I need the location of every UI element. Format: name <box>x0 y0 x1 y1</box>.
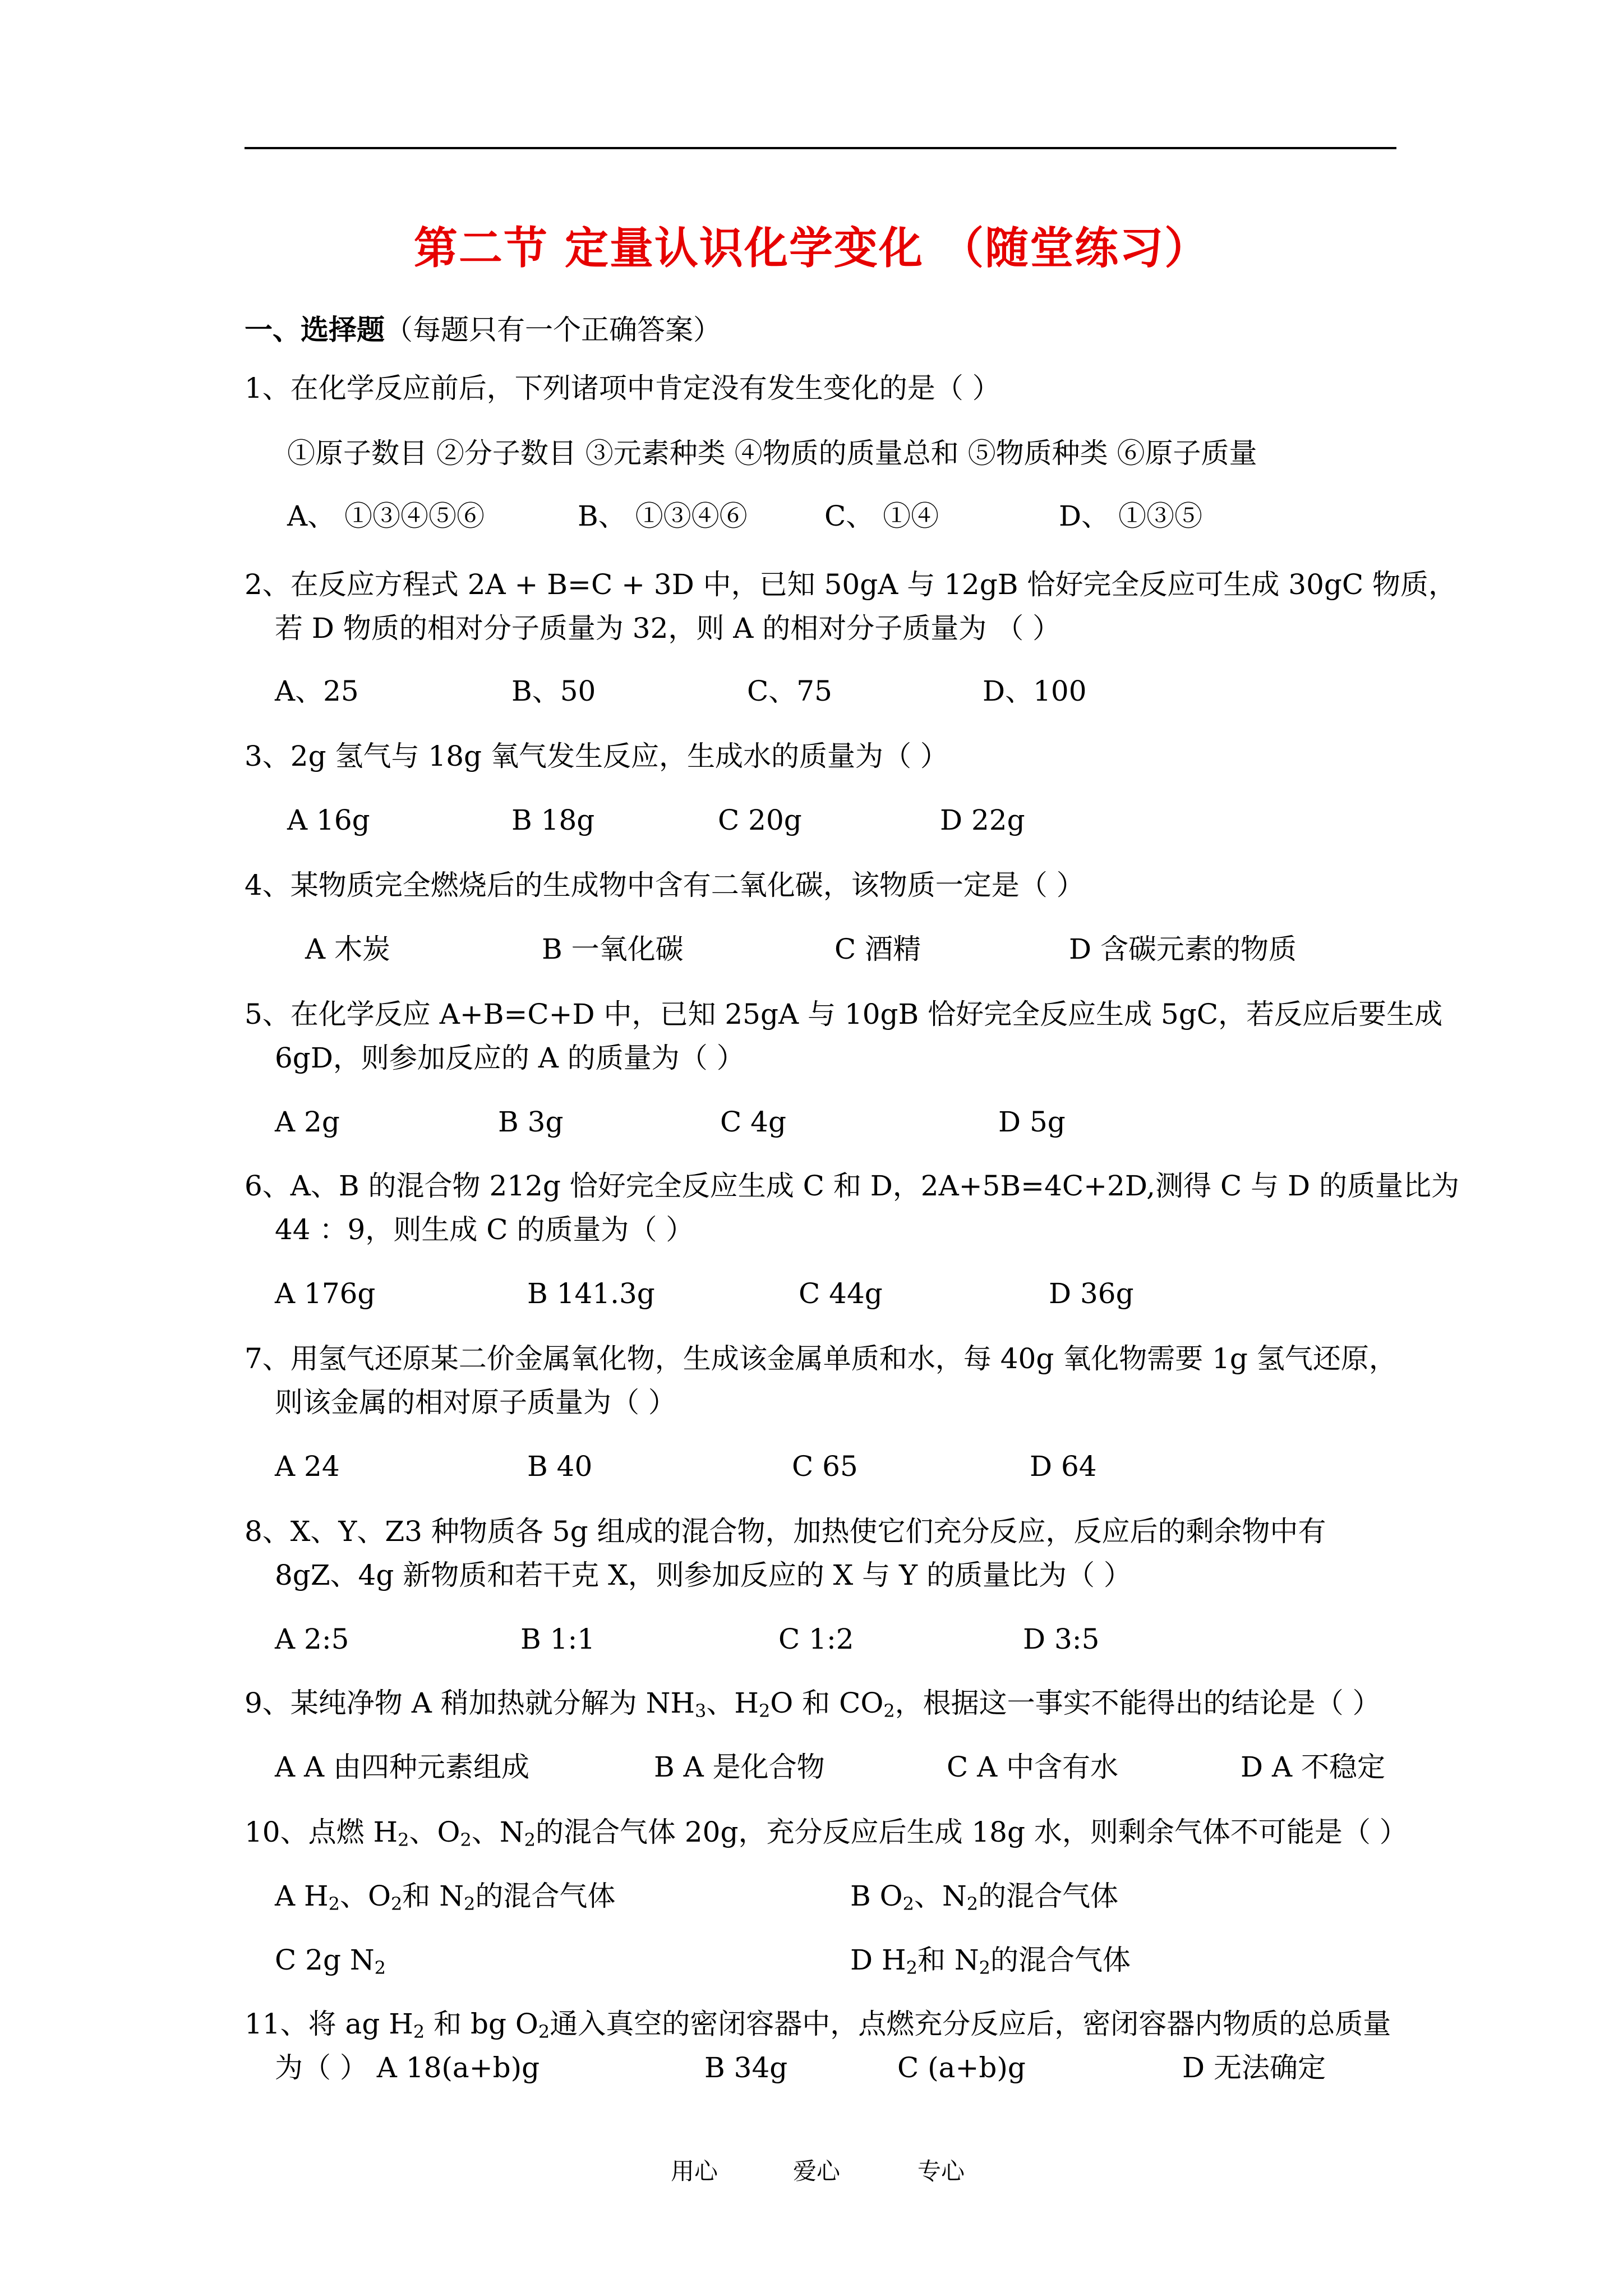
question-6-stem: 6、A、B 的混合物 212g 恰好完全反应生成 C 和 D，2A+5B=4C+2D,测得 C 与 D 的质量比为 <box>245 1170 1459 1202</box>
question-3-option-b: B 18g <box>511 804 595 836</box>
question-9-stem: 9、某纯净物 A 稍加热就分解为 $NH_3$、$H_2O$ 和 $CO_2$，根据这一事实不能得出的结论是（ ） <box>245 1687 1381 1722</box>
question-11-stem: 11、将 ag $H_2$ 和 bg $O_2$通入真空的密闭容器中，点燃充分反应后，密闭容器内物质的总质量 <box>245 2008 1391 2042</box>
question-9-option-c: C A 中含有水 <box>947 1751 1119 1783</box>
footer-text-2: 爱心 <box>793 2157 841 2185</box>
question-11-option-d: D 无法确定 <box>1182 2051 1326 2084</box>
question-8-stem-cont: 8gZ、4g 新物质和若干克 X，则参加反应的 X 与 Y 的质量比为（ ） <box>275 1559 1132 1591</box>
question-2-option-b: B、50 <box>511 675 596 707</box>
question-5-option-c: C 4g <box>720 1106 786 1138</box>
question-3-stem: 3、2g 氢气与 18g 氧气发生反应，生成水的质量为（ ） <box>245 740 948 772</box>
question-4-option-d: D 含碳元素的物质 <box>1069 933 1297 965</box>
question-7-option-a: A 24 <box>275 1450 340 1483</box>
question-4-option-b: B 一氧化碳 <box>542 933 684 965</box>
question-10-option-a: A $H_2$、$O_2$和 $N_2$的混合气体 <box>275 1880 616 1915</box>
question-7-option-b: B 40 <box>527 1450 593 1483</box>
section-heading <box>245 307 721 348</box>
question-1-items: ①原子数目 ②分子数目 ③元素种类 ④物质的质量总和 ⑤物质种类 ⑥原子质量 <box>287 437 1257 470</box>
question-8-option-b: B 1:1 <box>520 1623 596 1655</box>
question-8-stem: 8、X、Y、Z3 种物质各 5g 组成的混合物，加热使它们充分反应，反应后的剩余物中有 <box>245 1515 1326 1548</box>
question-2-option-c: C、75 <box>747 675 832 707</box>
question-11-stem-cont: 为（ ） A 18(a+b)g <box>275 2051 540 2084</box>
question-7-option-c: C 65 <box>792 1450 858 1483</box>
question-3-option-d: D 22g <box>940 804 1025 836</box>
question-1-option-c: C、 ①④ <box>824 500 939 532</box>
question-11-option-b: B 34g <box>704 2051 788 2084</box>
question-7-option-d: D 64 <box>1030 1450 1097 1483</box>
question-2-option-a: A、25 <box>275 675 359 707</box>
header-rule <box>245 147 1396 149</box>
question-9-option-b: B A 是化合物 <box>654 1751 825 1783</box>
question-5-stem-cont: 6gD，则参加反应的 A 的质量为（ ） <box>275 1042 745 1074</box>
section-note: （每题只有一个正确答案） <box>385 314 721 346</box>
question-4-option-c: C 酒精 <box>834 933 921 965</box>
question-3-option-c: C 20g <box>718 804 802 836</box>
question-2-stem: 2、在反应方程式 2A + B=C + 3D 中，已知 50gA 与 12gB 恰好完全反应可生成 30gC 物质， <box>245 568 1457 601</box>
page-title: 第二节 定量认识化学变化 （随堂练习） <box>413 223 1210 274</box>
question-11-option-c: C (a+b)g <box>897 2051 1026 2084</box>
question-6-option-c: C 44g <box>799 1277 883 1310</box>
footer-text-3: 专心 <box>917 2157 965 2185</box>
question-7-stem: 7、用氢气还原某二价金属氧化物，生成该金属单质和水，每 40g 氧化物需要 1g 氢气还原， <box>245 1342 1397 1375</box>
question-9-option-a: A A 由四种元素组成 <box>275 1751 530 1783</box>
question-8-option-d: D 3:5 <box>1023 1623 1100 1655</box>
question-5-option-d: D 5g <box>998 1106 1066 1138</box>
question-6-option-a: A 176g <box>275 1277 376 1310</box>
question-10-stem: 10、点燃 $H_2$、$O_2$、$N_2$的混合气体 20g，充分反应后生成 18g 水，则剩余气体不可能是（ ） <box>245 1816 1408 1851</box>
question-2-stem-cont: 若 D 物质的相对分子质量为 32，则 A 的相对分子质量为 （ ） <box>275 612 1061 645</box>
question-6-option-b: B 141.3g <box>527 1277 655 1310</box>
question-5-option-a: A 2g <box>275 1106 340 1138</box>
question-8-option-a: A 2:5 <box>275 1623 349 1655</box>
question-1-option-a: A、 ①③④⑤⑥ <box>287 500 485 532</box>
question-10-option-b: B $O_2$、$N_2$的混合气体 <box>850 1880 1119 1915</box>
question-10-option-c: C 2g $N_2$ <box>275 1944 386 1978</box>
question-9-option-d: D A 不稳定 <box>1241 1751 1385 1783</box>
question-1-stem: 1、在化学反应前后，下列诸项中肯定没有发生变化的是（ ） <box>245 372 1000 404</box>
question-6-stem-cont: 44 ：9，则生成 C 的质量为（ ） <box>275 1213 694 1246</box>
question-1-option-b: B、 ①③④⑥ <box>578 500 748 532</box>
question-7-stem-cont: 则该金属的相对原子质量为（ ） <box>275 1386 676 1419</box>
question-6-option-d: D 36g <box>1049 1277 1134 1310</box>
question-4-stem: 4、某物质完全燃烧后的生成物中含有二氧化碳，该物质一定是（ ） <box>245 869 1085 901</box>
question-3-option-a: A 16g <box>287 804 370 836</box>
question-5-option-b: B 3g <box>498 1106 564 1138</box>
question-8-option-c: C 1:2 <box>778 1623 854 1655</box>
question-2-option-d: D、100 <box>983 675 1087 707</box>
question-4-option-a: A 木炭 <box>305 933 391 965</box>
footer-text-1: 用心 <box>671 2157 718 2185</box>
question-5-stem: 5、在化学反应 A+B=C+D 中，已知 25gA 与 10gB 恰好完全反应生成 5gC，若反应后要生成 <box>245 998 1443 1030</box>
question-1-option-d: D、 ①③⑤ <box>1059 500 1202 532</box>
section-label: 一、选择题 <box>245 313 385 346</box>
question-10-option-d: D $H_2$和 $N_2$的混合气体 <box>850 1944 1131 1978</box>
